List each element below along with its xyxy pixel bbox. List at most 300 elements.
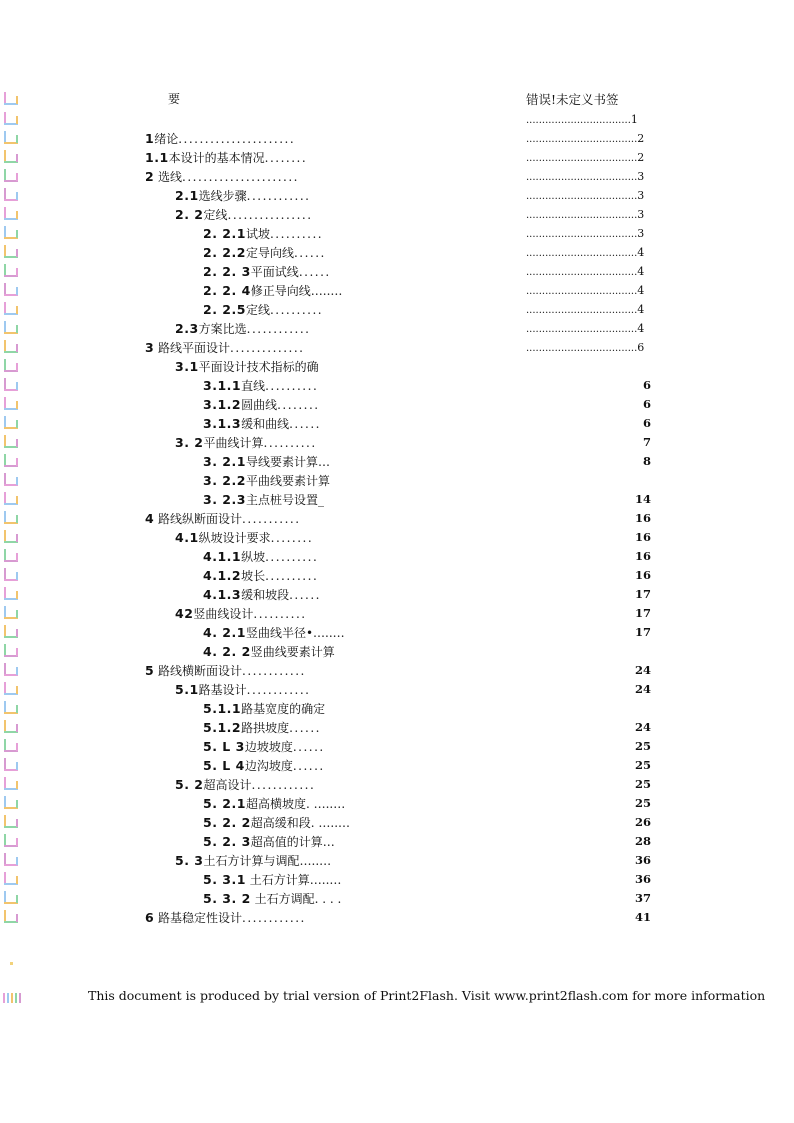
section-title: 路基设计 bbox=[198, 683, 247, 697]
section-number: 3.1.2 bbox=[203, 397, 242, 412]
bookmark-icon bbox=[4, 454, 18, 467]
section-title: 缓和曲线 bbox=[241, 417, 290, 431]
leader-dots: ........ bbox=[277, 398, 320, 412]
toc-entry bbox=[175, 319, 310, 339]
page-number: 3 bbox=[637, 170, 645, 183]
toc-entry bbox=[203, 547, 318, 567]
bookmark-icon bbox=[4, 891, 18, 904]
toc-row[interactable] bbox=[0, 623, 794, 642]
section-title: 路线纵断面设计 bbox=[158, 512, 243, 526]
toc-entry bbox=[145, 148, 307, 168]
section-title: 纵坡 bbox=[241, 550, 266, 564]
leader-dots: ............ bbox=[246, 322, 311, 336]
leader-dots: .............. bbox=[230, 341, 305, 355]
toc-entry bbox=[175, 604, 307, 624]
footer bbox=[0, 988, 794, 1008]
section-number: 1 bbox=[145, 131, 155, 146]
page-number: 24 bbox=[634, 663, 651, 677]
toc-row[interactable] bbox=[0, 281, 794, 300]
section-number: 4. 2. 2 bbox=[203, 644, 251, 659]
page-number: 25 bbox=[634, 739, 651, 753]
section-number: 2. 2.1 bbox=[203, 226, 246, 241]
toc-row[interactable] bbox=[0, 395, 794, 414]
section-number: 2.3 bbox=[175, 321, 199, 336]
section-title: 本设计的基本情况 bbox=[168, 151, 265, 165]
toc-entry bbox=[203, 281, 342, 301]
bookmark-icon bbox=[4, 910, 18, 923]
section-number: 2. 2.2 bbox=[203, 245, 246, 260]
toc-row[interactable] bbox=[0, 186, 794, 205]
bookmark-icon bbox=[4, 492, 18, 505]
toc-row[interactable] bbox=[0, 110, 794, 129]
toc-entry bbox=[203, 414, 321, 434]
leader-dots: ...... bbox=[293, 246, 326, 260]
bookmark-icon bbox=[4, 625, 18, 638]
toc-entry bbox=[203, 490, 324, 510]
bookmark-icon bbox=[4, 587, 18, 600]
toc-row[interactable] bbox=[0, 566, 794, 585]
toc-entry bbox=[203, 585, 321, 605]
toc-row[interactable] bbox=[0, 585, 794, 604]
section-number: 3. 2.3 bbox=[203, 492, 246, 507]
toc-entry bbox=[203, 224, 323, 244]
toc-row[interactable] bbox=[0, 775, 794, 794]
toc-row[interactable] bbox=[0, 832, 794, 851]
toc-entry bbox=[203, 870, 341, 890]
section-title: 缓和坡段 bbox=[241, 588, 290, 602]
toc-row[interactable] bbox=[0, 262, 794, 281]
section-number: 5. 3 bbox=[175, 853, 204, 868]
section-title: 定导向线 bbox=[245, 246, 294, 260]
section-number: 5. L 3 bbox=[203, 739, 245, 754]
section-number: 2. 2. 4 bbox=[203, 283, 251, 298]
toc-header-row bbox=[0, 90, 794, 109]
section-number: 4.1 bbox=[175, 530, 199, 545]
bookmark-icon bbox=[4, 302, 18, 315]
bookmark-icon bbox=[4, 321, 18, 334]
page-number: 4 bbox=[637, 284, 645, 297]
toc-entry bbox=[203, 699, 325, 719]
leader-dots: .......... bbox=[265, 550, 319, 564]
toc-row[interactable] bbox=[0, 414, 794, 433]
section-number: 1.1 bbox=[145, 150, 169, 165]
page-number: 14 bbox=[634, 492, 651, 506]
section-number: 4.1.1 bbox=[203, 549, 242, 564]
toc-entry bbox=[175, 357, 319, 377]
section-title: 主点桩号设置_ bbox=[245, 493, 324, 507]
page-number: 2 bbox=[637, 151, 645, 164]
toc-row[interactable] bbox=[0, 737, 794, 756]
section-title: 路线横断面设计 bbox=[158, 664, 243, 678]
toc-entry bbox=[203, 832, 335, 852]
section-title: 方案比选 bbox=[198, 322, 247, 336]
section-number: 3. 2 bbox=[175, 435, 204, 450]
toc-row[interactable] bbox=[0, 642, 794, 661]
section-number: 5.1.1 bbox=[203, 701, 242, 716]
bookmark-icon bbox=[4, 264, 18, 277]
toc-row[interactable] bbox=[0, 205, 794, 224]
section-number: 2.1 bbox=[175, 188, 199, 203]
page-number: 36 bbox=[634, 872, 651, 886]
section-number: 3. 2.1 bbox=[203, 454, 246, 469]
bookmark-icon bbox=[4, 92, 18, 105]
toc-entry bbox=[175, 680, 310, 700]
page-number: 8 bbox=[642, 454, 651, 468]
bookmark-icon bbox=[4, 473, 18, 486]
toc-row[interactable] bbox=[0, 167, 794, 186]
section-number: 4 bbox=[145, 511, 155, 526]
toc-row[interactable] bbox=[0, 661, 794, 680]
toc-entry bbox=[145, 661, 306, 681]
toc-entry bbox=[175, 528, 313, 548]
section-title: 超高值的计算… bbox=[250, 835, 335, 849]
bookmark-icon bbox=[4, 530, 18, 543]
page-number: 17 bbox=[634, 606, 651, 620]
section-title: 圆曲线 bbox=[241, 398, 278, 412]
bookmark-icon bbox=[4, 663, 18, 676]
toc-row[interactable] bbox=[0, 471, 794, 490]
page-number: 3 bbox=[637, 189, 645, 202]
leader-dots: ........ bbox=[264, 151, 308, 165]
toc-entry bbox=[203, 813, 350, 833]
toc-entry bbox=[145, 338, 304, 358]
leader-dots: ...... bbox=[289, 417, 321, 431]
toc-entry bbox=[203, 566, 318, 586]
section-title: 土石方计算…..… bbox=[245, 873, 342, 887]
toc-row[interactable] bbox=[0, 547, 794, 566]
leader-dots: ...... bbox=[292, 759, 325, 773]
section-title: 竖曲线设计 bbox=[193, 607, 254, 621]
leader-dots: ...... bbox=[298, 265, 331, 279]
section-number: 6 bbox=[145, 910, 155, 925]
page-number: 7 bbox=[642, 435, 651, 449]
page-leader: ...................................3 bbox=[526, 227, 645, 240]
toc-row[interactable] bbox=[0, 908, 794, 927]
toc-row[interactable] bbox=[0, 604, 794, 623]
section-number: 3.1 bbox=[175, 359, 199, 374]
toc-row[interactable] bbox=[0, 300, 794, 319]
section-title: 平面设计技术指标的确 bbox=[198, 360, 319, 374]
toc-row[interactable] bbox=[0, 718, 794, 737]
page-number: 25 bbox=[634, 758, 651, 772]
section-title: 超高缓和段. …..… bbox=[250, 816, 351, 830]
section-title: 平曲线计算 bbox=[203, 436, 264, 450]
toc-entry bbox=[203, 756, 325, 776]
leader-dots: ................ bbox=[227, 208, 313, 222]
leader-dots: ...... bbox=[292, 740, 325, 754]
decorative-dot bbox=[10, 962, 13, 965]
toc-row[interactable] bbox=[0, 756, 794, 775]
section-number: 2. 2. 3 bbox=[203, 264, 251, 279]
section-title: 土石方计算与调配…..… bbox=[203, 854, 332, 868]
section-title: 导线要素计算… bbox=[245, 455, 330, 469]
toc-row[interactable] bbox=[0, 319, 794, 338]
toc-entry bbox=[175, 186, 310, 206]
page-number: 4 bbox=[637, 322, 645, 335]
toc-row[interactable] bbox=[0, 376, 794, 395]
toc-entry bbox=[145, 129, 295, 149]
trial-notice: This document is produced by trial version of Print2Flash. Visit www.print2flash.com for more information bbox=[88, 988, 766, 1003]
leader-dots: ...................... bbox=[178, 132, 296, 146]
section-number: 3 bbox=[145, 340, 155, 355]
toc-header-left: 要 bbox=[168, 92, 181, 106]
leader-dots: ...... bbox=[289, 588, 321, 602]
page-leader: ...................................4 bbox=[526, 265, 645, 278]
bookmark-icon bbox=[4, 416, 18, 429]
toc-entry bbox=[203, 737, 325, 757]
page-number: 37 bbox=[634, 891, 651, 905]
section-number: 3.1.3 bbox=[203, 416, 242, 431]
toc-row[interactable] bbox=[0, 490, 794, 509]
page-number: 24 bbox=[634, 720, 651, 734]
toc-entry bbox=[203, 471, 330, 491]
page-leader: ...................................2 bbox=[526, 132, 645, 145]
section-number: 4. 2.1 bbox=[203, 625, 246, 640]
page-number: 26 bbox=[634, 815, 651, 829]
leader-dots: .......... bbox=[265, 379, 319, 393]
page-number: 28 bbox=[634, 834, 651, 848]
section-title: 边坡坡度 bbox=[244, 740, 293, 754]
page-number: 6 bbox=[642, 397, 651, 411]
toc-row[interactable] bbox=[0, 129, 794, 148]
toc-entry bbox=[145, 167, 299, 187]
page-number: 16 bbox=[634, 549, 651, 563]
page-number: 6 bbox=[637, 341, 645, 354]
bookmark-icon bbox=[4, 150, 18, 163]
section-number: 5. 2.1 bbox=[203, 796, 246, 811]
bookmark-icon bbox=[4, 188, 18, 201]
leader-dots: ........... bbox=[242, 512, 301, 526]
section-number: 5. L 4 bbox=[203, 758, 245, 773]
leader-dots: ............ bbox=[242, 664, 306, 678]
page-number: 4 bbox=[637, 303, 645, 316]
page-number: 25 bbox=[634, 777, 651, 791]
toc-entry bbox=[175, 775, 315, 795]
bookmark-icon bbox=[4, 568, 18, 581]
bookmark-icon bbox=[4, 549, 18, 562]
section-title: 边沟坡度 bbox=[244, 759, 293, 773]
page-number: 17 bbox=[634, 625, 651, 639]
section-title: 超高设计 bbox=[203, 778, 252, 792]
toc-row[interactable] bbox=[0, 452, 794, 471]
watermark-icon bbox=[3, 993, 23, 1003]
toc-entry bbox=[175, 205, 313, 225]
leader-dots: ............ bbox=[246, 189, 311, 203]
section-number: 4.1.2 bbox=[203, 568, 242, 583]
toc-entry bbox=[175, 851, 331, 871]
bookmark-icon bbox=[4, 283, 18, 296]
section-title: 坡长 bbox=[241, 569, 266, 583]
section-number: 5 bbox=[145, 663, 155, 678]
leader-dots: .......... bbox=[269, 303, 324, 317]
page-leader: ...................................6 bbox=[526, 341, 645, 354]
section-title: 路拱坡度 bbox=[241, 721, 290, 735]
bookmark-icon bbox=[4, 701, 18, 714]
toc-entry bbox=[203, 395, 320, 415]
page-number: 6 bbox=[642, 378, 651, 392]
bookmark-icon bbox=[4, 207, 18, 220]
page-number: 16 bbox=[634, 511, 651, 525]
bookmark-icon bbox=[4, 169, 18, 182]
page-number: 41 bbox=[634, 910, 651, 924]
leader-dots: ...... bbox=[289, 721, 321, 735]
section-number: 5. 2 bbox=[175, 777, 204, 792]
section-number: 5. 3. 2 bbox=[203, 891, 251, 906]
toc-entry bbox=[145, 908, 306, 928]
leader-dots: .......... bbox=[265, 569, 319, 583]
section-number: 5. 3.1 bbox=[203, 872, 246, 887]
toc-row[interactable] bbox=[0, 224, 794, 243]
toc-entry bbox=[203, 794, 345, 814]
section-title: 修正导向线…..… bbox=[250, 284, 343, 298]
bookmark-icon bbox=[4, 359, 18, 372]
section-title: 直线 bbox=[241, 379, 266, 393]
page-number: 4 bbox=[637, 265, 645, 278]
page-leader: ...................................4 bbox=[526, 322, 645, 335]
section-title: 选线 bbox=[158, 170, 183, 184]
toc-row[interactable] bbox=[0, 870, 794, 889]
section-title: 纵坡设计要求 bbox=[198, 531, 271, 545]
toc-row[interactable] bbox=[0, 509, 794, 528]
section-title: 路基稳定性设计 bbox=[158, 911, 243, 925]
page-number: 4 bbox=[637, 246, 645, 259]
leader-dots: ............ bbox=[251, 778, 316, 792]
toc-entry bbox=[145, 509, 301, 529]
page-number: 36 bbox=[634, 853, 651, 867]
leader-dots: ............ bbox=[242, 911, 306, 925]
section-title: 平曲线要素计算 bbox=[245, 474, 330, 488]
bookmark-icon bbox=[4, 644, 18, 657]
leader-dots: ...................... bbox=[182, 170, 299, 184]
section-number: 5.1.2 bbox=[203, 720, 242, 735]
page-leader: ...................................3 bbox=[526, 170, 645, 183]
page-number: 24 bbox=[634, 682, 651, 696]
bookmark-icon bbox=[4, 815, 18, 828]
toc-row[interactable] bbox=[0, 243, 794, 262]
toc-header-right: 错误!未定义书签 bbox=[526, 92, 619, 107]
page-number: 17 bbox=[634, 587, 651, 601]
leader-dots: .......... bbox=[269, 227, 324, 241]
section-title: 竖曲线要素计算 bbox=[250, 645, 335, 659]
toc-entry bbox=[203, 262, 331, 282]
toc-row[interactable] bbox=[0, 699, 794, 718]
bookmark-icon bbox=[4, 226, 18, 239]
section-number: 42 bbox=[175, 606, 194, 621]
toc-row[interactable] bbox=[0, 889, 794, 908]
section-title: 超高横坡度. …..… bbox=[245, 797, 346, 811]
section-number: 3. 2.2 bbox=[203, 473, 246, 488]
toc-row[interactable] bbox=[0, 338, 794, 357]
section-number: 3.1.1 bbox=[203, 378, 242, 393]
bookmark-icon bbox=[4, 720, 18, 733]
bookmark-icon bbox=[4, 511, 18, 524]
toc-entry bbox=[203, 300, 323, 320]
toc-row[interactable] bbox=[0, 794, 794, 813]
bookmark-icon bbox=[4, 834, 18, 847]
section-title: 定线 bbox=[245, 303, 270, 317]
bookmark-icon bbox=[4, 435, 18, 448]
page-leader: ...................................4 bbox=[526, 284, 645, 297]
toc-entry bbox=[175, 433, 317, 453]
page-number: 6 bbox=[642, 416, 651, 430]
section-title: 路线平面设计 bbox=[158, 341, 231, 355]
bookmark-icon bbox=[4, 682, 18, 695]
bookmark-icon bbox=[4, 853, 18, 866]
leader-dots: .......... bbox=[263, 436, 317, 450]
toc-entry bbox=[203, 376, 318, 396]
toc-entry bbox=[203, 642, 335, 662]
page-number: 3 bbox=[637, 208, 645, 221]
page-leader: ...................................3 bbox=[526, 208, 645, 221]
page-leader: ...................................3 bbox=[526, 189, 645, 202]
bookmark-icon bbox=[4, 245, 18, 258]
section-title: 路基宽度的确定 bbox=[241, 702, 326, 716]
page-leader: .................................1 bbox=[526, 113, 638, 126]
page-leader: ...................................4 bbox=[526, 246, 645, 259]
section-number: 2. 2 bbox=[175, 207, 204, 222]
leader-dots: ........ bbox=[270, 531, 314, 545]
bookmark-icon bbox=[4, 777, 18, 790]
bookmark-icon bbox=[4, 758, 18, 771]
toc-entry bbox=[203, 243, 326, 263]
section-number: 4.1.3 bbox=[203, 587, 242, 602]
bookmark-icon bbox=[4, 872, 18, 885]
section-title: 选线步骤 bbox=[198, 189, 247, 203]
section-title: 定线 bbox=[203, 208, 228, 222]
bookmark-icon bbox=[4, 340, 18, 353]
section-title: 平面试线 bbox=[250, 265, 299, 279]
toc-row[interactable] bbox=[0, 148, 794, 167]
page-number: 16 bbox=[634, 568, 651, 582]
section-number: 2. 2.5 bbox=[203, 302, 246, 317]
toc-row[interactable] bbox=[0, 813, 794, 832]
page-number: 3 bbox=[637, 227, 645, 240]
toc-row[interactable] bbox=[0, 851, 794, 870]
bookmark-icon bbox=[4, 397, 18, 410]
toc-entry bbox=[203, 623, 345, 643]
bookmark-icon bbox=[4, 739, 18, 752]
page-number: 1 bbox=[630, 113, 638, 126]
bookmark-icon bbox=[4, 378, 18, 391]
page-leader: ...................................4 bbox=[526, 303, 645, 316]
toc-entry bbox=[203, 889, 341, 909]
toc-row[interactable] bbox=[0, 680, 794, 699]
bookmark-icon bbox=[4, 606, 18, 619]
section-title: 绪论 bbox=[154, 132, 179, 146]
section-number: 5. 2. 3 bbox=[203, 834, 251, 849]
section-title: 试坡 bbox=[245, 227, 270, 241]
toc-row[interactable] bbox=[0, 357, 794, 376]
page-leader: ...................................2 bbox=[526, 151, 645, 164]
toc-row[interactable] bbox=[0, 433, 794, 452]
toc-entry bbox=[203, 452, 330, 472]
bookmark-icon bbox=[4, 112, 18, 125]
toc-row[interactable] bbox=[0, 528, 794, 547]
page-number: 25 bbox=[634, 796, 651, 810]
section-title: 土石方调配. . . . bbox=[250, 892, 342, 906]
bookmark-icon bbox=[4, 796, 18, 809]
page-number: 2 bbox=[637, 132, 645, 145]
section-number: 5. 2. 2 bbox=[203, 815, 251, 830]
section-number: 2 bbox=[145, 169, 155, 184]
leader-dots: ............ bbox=[246, 683, 311, 697]
section-title: 竖曲线半径•…..… bbox=[245, 626, 345, 640]
leader-dots: .......... bbox=[253, 607, 307, 621]
toc-entry bbox=[203, 718, 321, 738]
page-number: 16 bbox=[634, 530, 651, 544]
section-number: 5.1 bbox=[175, 682, 199, 697]
bookmark-icon bbox=[4, 131, 18, 144]
